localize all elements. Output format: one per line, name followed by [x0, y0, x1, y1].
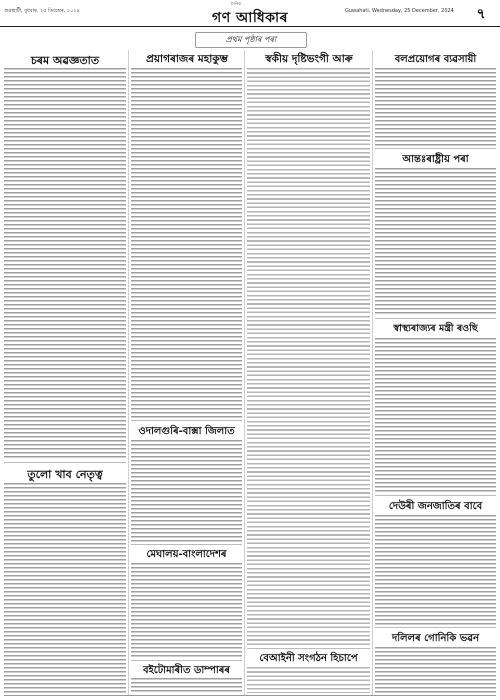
article-body-text — [4, 483, 126, 693]
headline: দেউৰী জনজাতিৰ বাবে — [388, 501, 483, 512]
divider — [131, 660, 242, 661]
divider — [131, 544, 242, 545]
headline: স্বাস্থ্যৰাজ্যৰ মন্ত্ৰী ৰওছি — [393, 323, 478, 334]
headline: দলিলৰ গোনিকি ভৱন — [391, 633, 480, 644]
headline: বইটোমাৰীত ডাম্পাৰৰ — [142, 665, 231, 676]
headline: বেআইনী সংগঠন হিচাপে — [259, 653, 358, 664]
divider — [4, 462, 126, 463]
headline: বলপ্ৰয়োগৰ ব্যৱসায়ী — [394, 54, 477, 65]
article-body-text — [131, 678, 242, 693]
masthead-small: দৈনিক — [231, 1, 242, 6]
article-body-text — [375, 647, 496, 693]
divider — [375, 495, 496, 496]
masthead-title: গণ আধিকাৰ — [212, 10, 288, 26]
page-header — [0, 0, 500, 27]
header-date-left: গুৱাহাটী, বুধবাৰ, ২৫ ডিচেম্বৰ, ২০২৪ — [4, 8, 80, 14]
divider — [131, 420, 242, 421]
headline: আন্তঃৰাষ্ট্ৰীয় পৰা — [402, 154, 469, 165]
masthead — [185, 1, 315, 26]
divider — [375, 148, 496, 149]
article-body-text — [131, 440, 242, 542]
section-banner: প্ৰথম পৃষ্ঠাৰ পৰা — [195, 32, 307, 48]
page-number: ৭ — [476, 6, 486, 22]
divider — [375, 318, 496, 319]
article-body-text — [375, 168, 496, 316]
headline: তুলো খাব নেতৃত্ব — [27, 468, 103, 481]
article-body-text — [247, 68, 370, 646]
headline: চৰম অৱজ্ঞতাত — [30, 54, 100, 67]
divider — [375, 627, 496, 628]
article-body-text — [375, 68, 496, 146]
header-date-right: Guwahati, Wednesday, 25 December, 2024 — [345, 8, 454, 14]
column-divider — [244, 50, 245, 695]
column-divider — [372, 50, 373, 695]
column-divider — [128, 50, 129, 695]
divider — [247, 648, 370, 649]
headline: ওদালগুৰি-বাক্সা জিলাত — [138, 426, 235, 437]
headline: প্ৰয়াগৰাজৰ মহাকুম্ভ — [146, 53, 228, 65]
article-body-text — [247, 667, 370, 693]
article-body-text — [375, 338, 496, 493]
article-body-text — [131, 563, 242, 658]
article-body-text — [4, 68, 126, 458]
headline: স্বকীয় দৃষ্টিভংগী আৰু — [265, 53, 353, 65]
article-body-text — [131, 68, 242, 418]
headline: মেঘালয়-বাংলাদেশৰ — [146, 549, 227, 560]
footer-rule — [4, 695, 496, 696]
article-body-text — [375, 515, 496, 625]
